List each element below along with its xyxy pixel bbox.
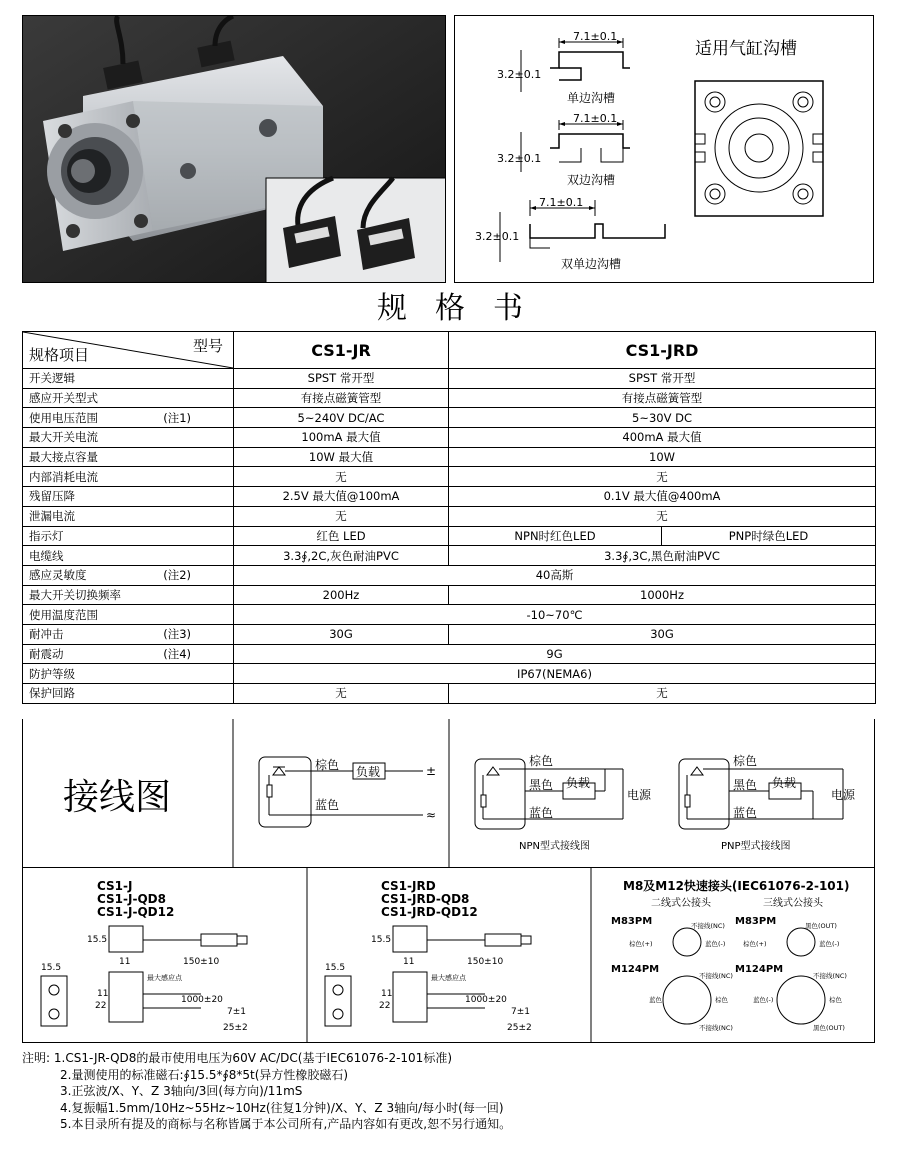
row-value-b2: PNP时绿色LED (662, 526, 876, 546)
groove-caption-2: 双边沟槽 (567, 173, 616, 187)
row-value-merged: 40高斯 (234, 565, 876, 585)
model-b-header: CS1-JRD (449, 332, 876, 369)
row-label (23, 408, 234, 428)
dims-model-a-2: CS1-J-QD8 (97, 892, 166, 906)
row-value-a: 无 (234, 467, 449, 487)
row-value-b: 0.1V 最大值@400mA (449, 487, 876, 507)
note-1: 1.CS1-JR-QD8的最市使用电压为60V AC/DC(基于IEC61076-2-101标准) (53, 1051, 453, 1065)
row-note: (注4) (163, 646, 191, 661)
row-label: 开关逻辑 (23, 369, 234, 389)
pnp-load-label: 负载 (772, 776, 797, 790)
table-row (23, 546, 876, 566)
pin-blue-minus-m124-b: 蓝色(-) (753, 996, 774, 1004)
groove-diagrams (455, 16, 875, 284)
row-label: 感应开关型式 (23, 388, 234, 408)
notes-lead: 注明: (22, 1051, 51, 1065)
npn-load-label: 负载 (566, 776, 591, 790)
pin-out-b: 黑色(OUT) (805, 922, 837, 930)
pin-nc-a: 不接线(NC) (691, 922, 725, 930)
dim-11-b: 11 (403, 957, 415, 967)
note-2: 2.量测使用的标准磁石:∮15.5*∮8*5t(异方性橡胶磁石) (60, 1067, 349, 1082)
wiring-section (22, 719, 875, 868)
row-label: 泄漏电流 (23, 506, 234, 526)
table-row (23, 664, 876, 684)
row-value-b: 无 (449, 684, 876, 704)
row-value-b: 有接点磁簧管型 (449, 388, 876, 408)
sense-point-b: 最大感应点 (431, 974, 466, 982)
npn-caption: NPN型式接线图 (519, 841, 590, 852)
row-label: 电缆线 (23, 546, 234, 566)
row-value-a: 2.5V 最大值@100mA (234, 487, 449, 507)
groove-width-label-1: 7.1±0.1 (573, 30, 618, 43)
dim-25-b: 25±2 (507, 1023, 532, 1033)
npn-black-label: 黑色 (529, 778, 554, 792)
npn-brown-label: 棕色 (529, 754, 554, 768)
svg-text:±: ± (426, 764, 437, 778)
table-row (23, 624, 876, 644)
table-row (23, 487, 876, 507)
row-value-merged: 9G (234, 644, 876, 664)
groove-depth-label-3: 3.2±0.1 (475, 230, 520, 243)
row-label (23, 624, 234, 644)
table-row (23, 369, 876, 389)
pin-nc-m124-bottom-a: 不接线(NC) (699, 1024, 733, 1032)
pin-out-m124-b: 黑色(OUT) (813, 1024, 845, 1032)
table-row (23, 644, 876, 664)
m83-label-b: M83PM (735, 916, 777, 927)
row-value-merged: IP67(NEMA6) (234, 664, 876, 684)
table-row (23, 605, 876, 625)
notes-section (22, 1050, 511, 1133)
row-label: 最大接点容量 (23, 447, 234, 467)
spec-table (22, 331, 876, 704)
dim-22-b: 22 (379, 1001, 391, 1011)
wiring-diagrams (23, 719, 876, 868)
pin-nc-m124-top-a: 不接线(NC) (699, 972, 733, 980)
row-note: (注3) (163, 627, 191, 642)
table-row (23, 585, 876, 605)
row-value-b: 400mA 最大值 (449, 428, 876, 448)
dim-1000-b: 1000±20 (465, 995, 507, 1005)
row-label: 防护等级 (23, 664, 234, 684)
row-label: 使用温度范围 (23, 605, 234, 625)
groove-caption-1: 单边沟槽 (567, 91, 616, 105)
table-row (23, 408, 876, 428)
table-row (23, 506, 876, 526)
groove-depth-label-1: 3.2±0.1 (497, 68, 542, 81)
header-model-label: 型号 (192, 337, 223, 355)
dim-15-5-side-b: 15.5 (325, 963, 346, 973)
groove-width-label-3: 7.1±0.1 (539, 196, 584, 209)
row-value-a: 100mA 最大值 (234, 428, 449, 448)
row-value-b: SPST 常开型 (449, 369, 876, 389)
row-value-b: 无 (449, 506, 876, 526)
cylinder-groove-panel (454, 15, 874, 283)
dim-11-side-a: 11 (97, 989, 109, 999)
dim-11-side-b: 11 (381, 989, 393, 999)
pin-nc-m124-b: 不接线(NC) (813, 972, 847, 980)
dim-11-a: 11 (119, 957, 131, 967)
dim-22-a: 22 (95, 1001, 107, 1011)
connector-title: M8及M12快速接头(IEC61076-2-101) (623, 879, 850, 893)
npn-power-label: 电源 (627, 788, 652, 802)
pnp-caption: PNP型式接线图 (721, 841, 791, 852)
groove-panel-title: 适用气缸沟槽 (695, 39, 797, 59)
m124-label-a: M124PM (611, 964, 660, 975)
groove-depth-label-2: 3.2±0.1 (497, 152, 542, 165)
row-value-a: 10W 最大值 (234, 447, 449, 467)
row-label (23, 644, 234, 664)
table-row (23, 447, 876, 467)
dimensions-section (22, 868, 875, 1043)
jr-brown-label: 棕色 (315, 758, 340, 772)
row-label-text: 感应灵敏度 (29, 568, 87, 583)
jr-blue-label: 蓝色 (315, 798, 340, 812)
row-value-a: 无 (234, 684, 449, 704)
row-label: 最大开关电流 (23, 428, 234, 448)
table-row (23, 467, 876, 487)
row-value-a: 5~240V DC/AC (234, 408, 449, 428)
row-value-b: 5~30V DC (449, 408, 876, 428)
pnp-black-label: 黑色 (733, 778, 758, 792)
product-photo (22, 15, 446, 283)
table-row (23, 565, 876, 585)
table-row (23, 526, 876, 546)
row-label: 最大开关切换频率 (23, 585, 234, 605)
pin-blue-minus-b: 蓝色(-) (819, 940, 840, 948)
dim-7-b: 7±1 (511, 1007, 530, 1017)
three-wire-label: 三线式公接头 (763, 898, 823, 909)
row-value-a: 红色 LED (234, 526, 449, 546)
dims-model-b-3: CS1-JRD-QD12 (381, 905, 478, 919)
header-spec-label: 规格项目 (29, 346, 90, 364)
svg-text:≈: ≈ (426, 808, 437, 822)
dim-15-5-side-a: 15.5 (41, 963, 62, 973)
row-value-b1: NPN时红色LED (449, 526, 662, 546)
wiring-title: 接线图 (63, 777, 172, 818)
table-row (23, 684, 876, 704)
row-note: (注1) (163, 410, 191, 425)
table-header-row (23, 332, 876, 369)
pin-brown-a: 棕色 (715, 996, 728, 1004)
dim-15-5-b: 15.5 (371, 935, 392, 945)
row-label-text: 耐冲击 (29, 627, 64, 642)
cylinder-sensor-image (23, 16, 446, 283)
pin-brown-plus-b: 棕色(+) (743, 940, 767, 948)
dims-model-a-3: CS1-J-QD12 (97, 905, 175, 919)
row-label-text: 使用电压范围 (29, 410, 98, 425)
row-label (23, 565, 234, 585)
row-value-a: 有接点磁簧管型 (234, 388, 449, 408)
m124-label-b: M124PM (735, 964, 784, 975)
pin-brown-m124-b: 棕色 (829, 996, 842, 1004)
table-row (23, 388, 876, 408)
header-corner-cell (23, 332, 234, 369)
row-value-a: 200Hz (234, 585, 449, 605)
sense-point-a: 最大感应点 (147, 974, 182, 982)
row-value-b: 3.3∮,3C,黑色耐油PVC (449, 546, 876, 566)
pin-blue-minus-a: 蓝色(-) (705, 940, 726, 948)
dimension-drawings (23, 868, 876, 1043)
row-value-a: 3.3∮,2C,灰色耐油PVC (234, 546, 449, 566)
groove-width-label-2: 7.1±0.1 (573, 112, 618, 125)
dim-7-a: 7±1 (227, 1007, 246, 1017)
row-label: 指示灯 (23, 526, 234, 546)
dim-15-5-a: 15.5 (87, 935, 108, 945)
jr-load-label: 负载 (356, 765, 381, 779)
row-note: (注2) (163, 568, 191, 583)
dim-150-b: 150±10 (467, 957, 504, 967)
note-4: 4.复振幅1.5mm/10Hz~55Hz~10Hz(往复1分钟)/X、Y、Z 3轴向/每小时(每一回) (60, 1100, 504, 1115)
row-label: 残留压降 (23, 487, 234, 507)
row-value-merged: -10~70℃ (234, 605, 876, 625)
two-wire-label: 二线式公接头 (651, 898, 711, 909)
table-row (23, 428, 876, 448)
dims-model-b-2: CS1-JRD-QD8 (381, 892, 470, 906)
npn-blue-label: 蓝色 (529, 806, 554, 820)
note-5: 5.本目录所有提及的商标与名称皆属于本公司所有,产品内容如有更改,恕不另行通知。 (60, 1117, 512, 1131)
dims-model-b-1: CS1-JRD (381, 879, 436, 893)
row-value-a: 30G (234, 624, 449, 644)
groove-caption-3: 双单边沟槽 (561, 257, 622, 271)
dim-150-a: 150±10 (183, 957, 220, 967)
row-label-text: 耐震动 (29, 646, 64, 661)
pnp-blue-label: 蓝色 (733, 806, 758, 820)
pin-brown-plus-a: 棕色(+) (629, 940, 653, 948)
row-value-b: 10W (449, 447, 876, 467)
dims-model-a-1: CS1-J (97, 879, 133, 893)
row-value-b: 无 (449, 467, 876, 487)
dim-1000-a: 1000±20 (181, 995, 223, 1005)
pnp-power-label: 电源 (831, 788, 856, 802)
note-3: 3.正弦波/X、Y、Z 3轴向/3回(每方向)/11mS (60, 1084, 303, 1098)
pnp-brown-label: 棕色 (733, 754, 758, 768)
dim-25-a: 25±2 (223, 1023, 248, 1033)
row-value-a: 无 (234, 506, 449, 526)
row-value-b: 1000Hz (449, 585, 876, 605)
row-label: 保护回路 (23, 684, 234, 704)
row-value-a: SPST 常开型 (234, 369, 449, 389)
row-label: 内部消耗电流 (23, 467, 234, 487)
row-value-b: 30G (449, 624, 876, 644)
model-a-header: CS1-JR (234, 332, 449, 369)
m83-label-a: M83PM (611, 916, 653, 927)
pin-blue-a: 蓝色 (649, 996, 662, 1004)
page-title: 规格书 (377, 291, 551, 326)
